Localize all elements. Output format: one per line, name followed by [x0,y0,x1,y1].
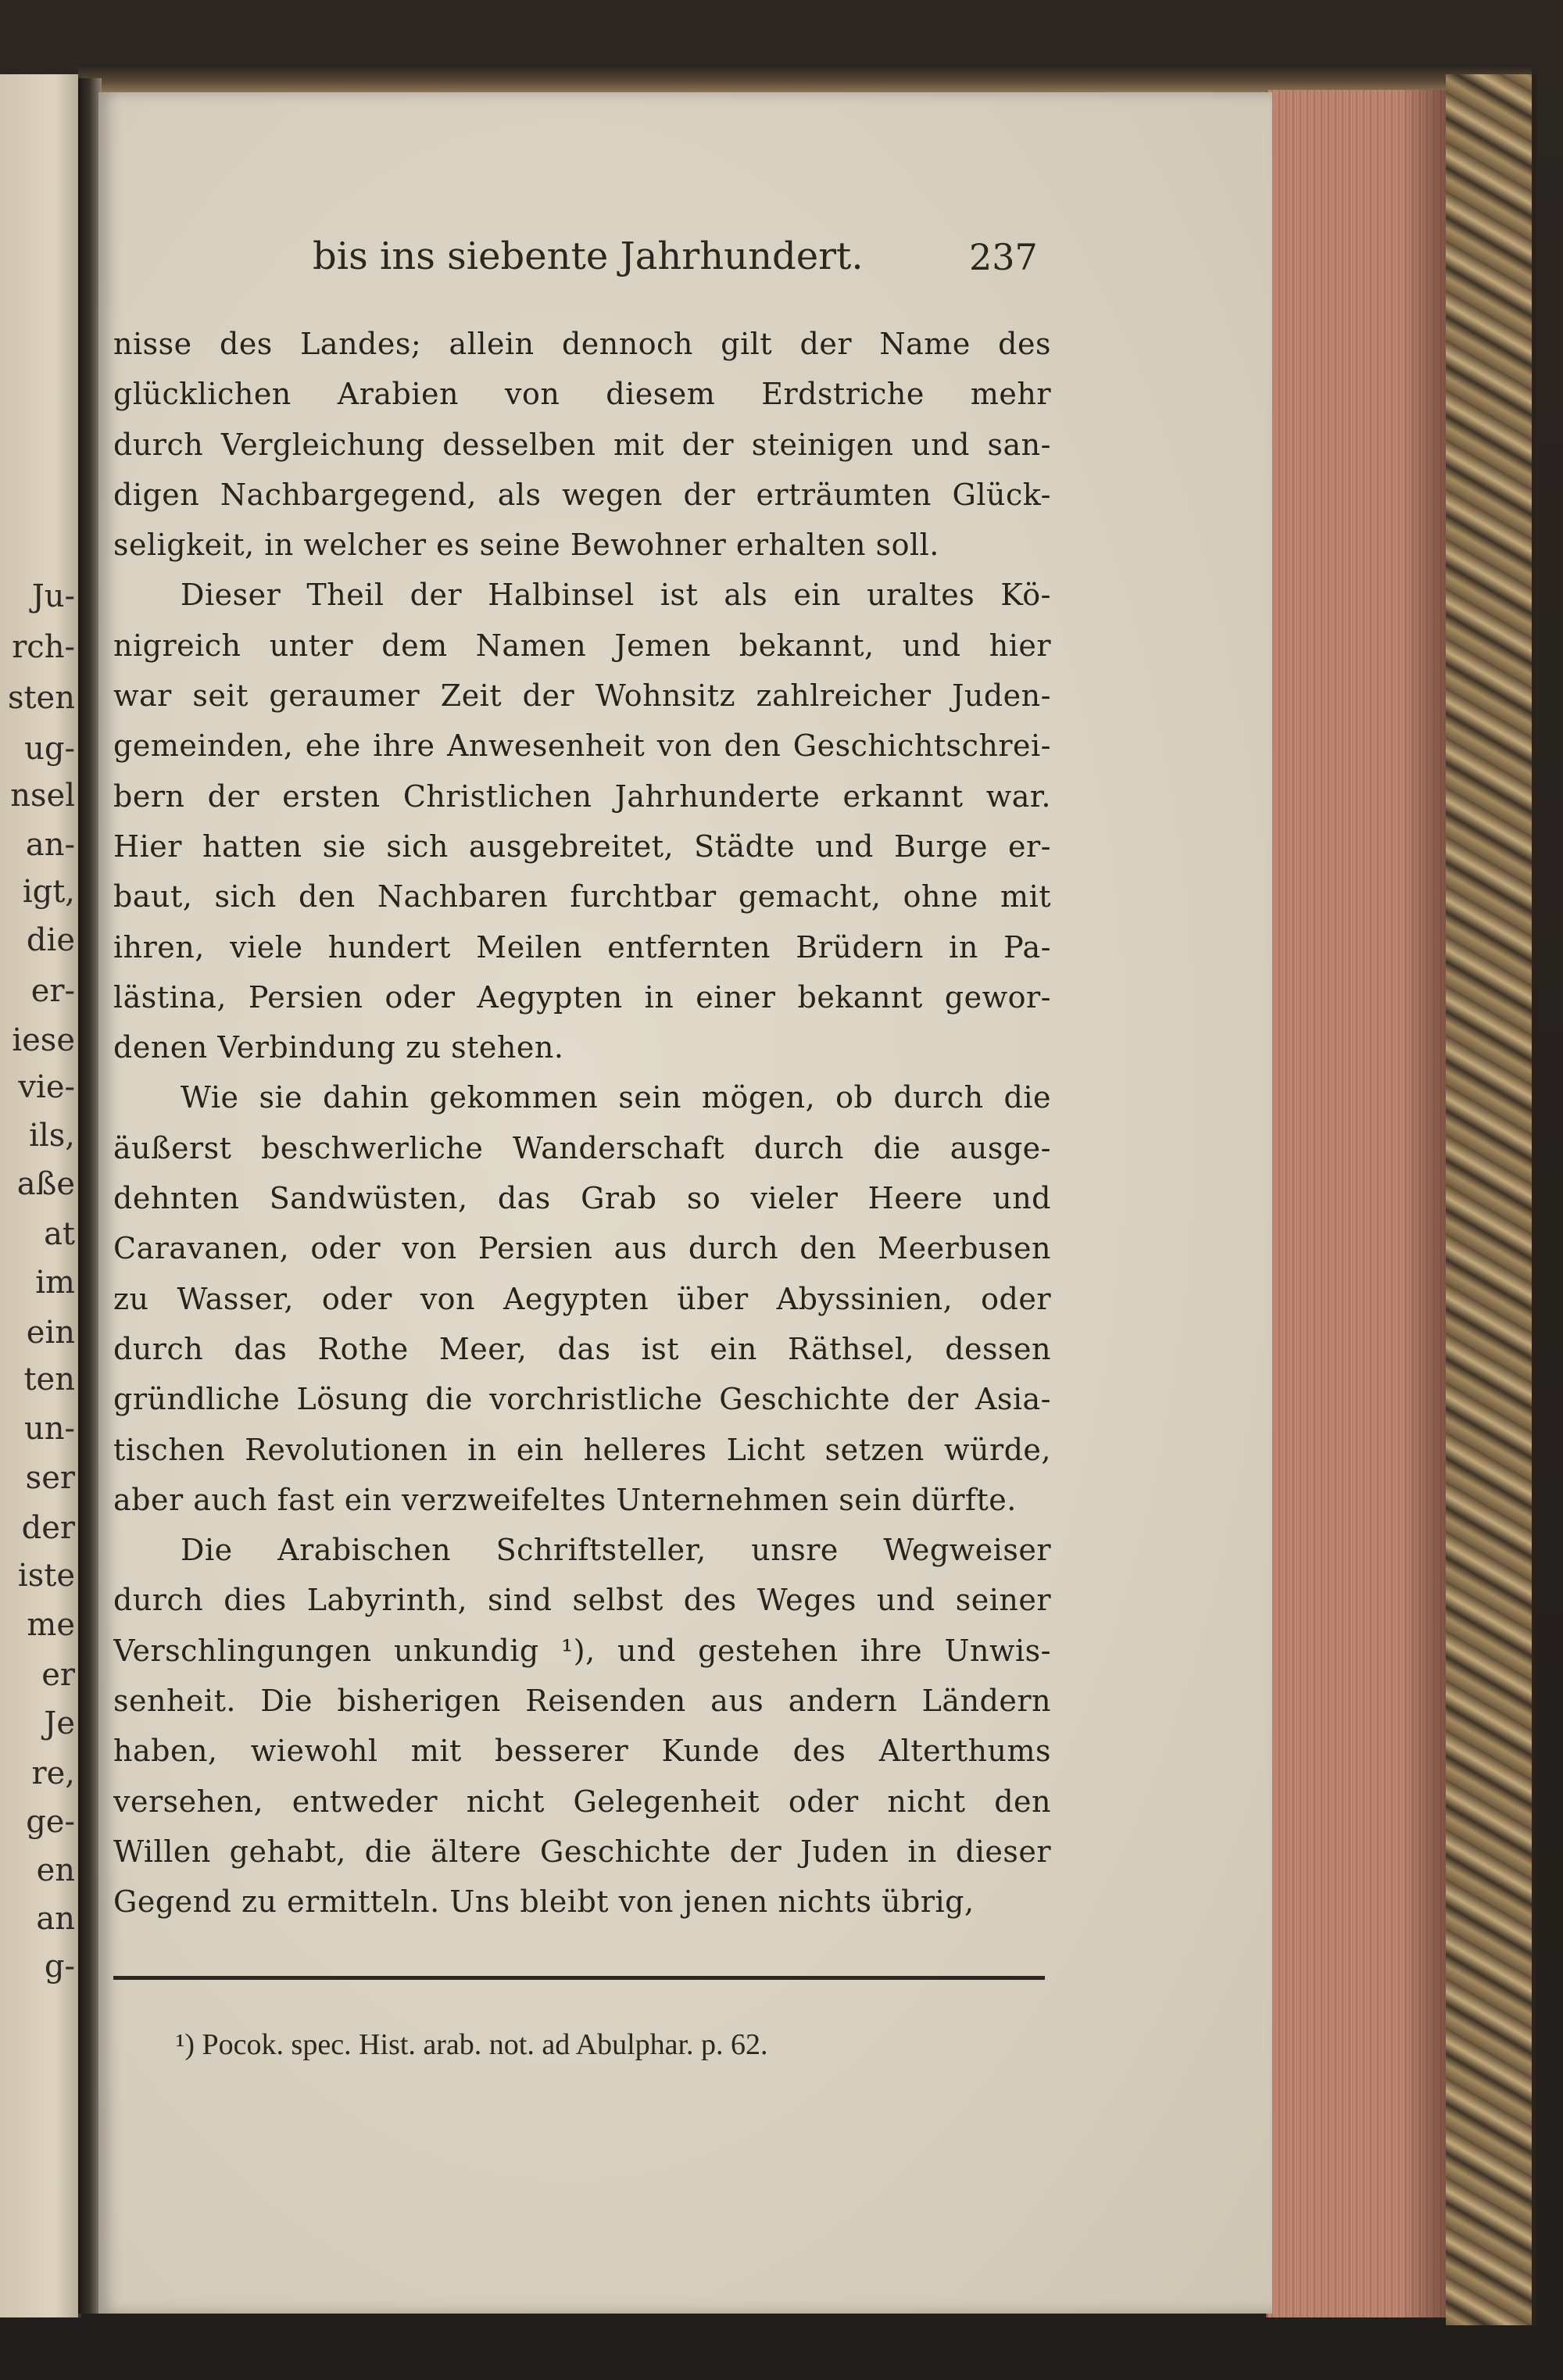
paragraph [113,319,1051,570]
text-line: Gegend zu ermitteln. Uns bleibt von jenen nichts übrig, [113,1884,975,1920]
page-number: 237 [969,236,1038,278]
paragraph [113,1072,1051,1525]
text-line: gründliche Lösung die vorchristliche Geschichte der Asia- [113,1382,1051,1417]
red-page-edges [1266,90,1447,2317]
text-line: tischen Revolutionen in ein helleres Licht setzen würde, [113,1432,1051,1467]
text-line: äußerst beschwerliche Wanderschaft durch die ausge- [113,1130,1051,1165]
text-line: aber auch fast ein verzweifeltes Unternehmen sein dürfte. [113,1482,1017,1517]
facing-page-edge [0,74,81,2317]
facing-page-fragment: un- [23,1411,75,1447]
text-line: gemeinden, ehe ihre Anwesenheit von den Geschichtschrei- [113,728,1051,764]
facing-page-fragment: ser [25,1460,75,1496]
facing-page-fragment: ils, [29,1118,75,1154]
text-line: durch dies Labyrinth, sind selbst des Weges und seiner [113,1583,1051,1618]
facing-page-fragment: iste [17,1558,75,1594]
text-line: war seit geraumer Zeit der Wohnsitz zahlreicher Juden- [113,678,1051,714]
facing-page-fragment: der [21,1510,75,1546]
facing-page-fragment: Je [44,1705,75,1741]
text-line: lästina, Persien oder Aegypten in einer bekannt gewor- [113,979,1051,1015]
text-line: Willen gehabt, die ältere Geschichte der Juden in dieser [113,1834,1051,1869]
facing-page-fragment: en [36,1852,75,1888]
facing-page-fragment: im [35,1265,75,1301]
facing-page-fragment: re, [31,1755,75,1791]
text-line: senheit. Die bisherigen Reisenden aus andern Ländern [113,1684,1051,1719]
text-line: denen Verbindung zu stehen. [113,1030,564,1065]
paragraph [113,1525,1051,1927]
top-binding-edge [78,66,1532,92]
text-line: dehnten Sandwüsten, das Grab so vieler Heere und [113,1181,1051,1216]
facing-page-fragment: ge- [26,1804,75,1840]
text-line: nisse des Landes; allein dennoch gilt der Name des [113,327,1051,361]
text-line: Dieser Theil der Halbinsel ist als ein uraltes Kö- [181,578,1051,613]
text-line: versehen, entweder nicht Gelegenheit oder nicht den [113,1784,1051,1819]
facing-page-fragment: ein [26,1315,75,1351]
facing-page-fragment: aße [16,1166,75,1202]
facing-page-fragment: g- [44,1949,75,1985]
text-line: Verschlingungen unkundig ¹), und gestehen ihre Unwis- [113,1633,1051,1668]
text-line: Die Arabischen Schriftsteller, unsre Wegweiser [181,1533,1051,1568]
facing-page-fragment: ug- [24,731,75,767]
marbled-cover [1446,74,1536,2325]
running-head: bis ins siebente Jahrhundert. [313,234,864,278]
text-line: durch Vergleichung desselben mit der steinigen und san- [113,427,1051,462]
text-line: seligkeit, in welcher es seine Bewohner erhalten soll. [113,528,939,563]
facing-page-fragment: vie- [18,1069,75,1105]
text-line: digen Nachbargegend, als wegen der erträumten Glück- [113,477,1051,512]
text-line: Hier hatten sie sich ausgebreitet, Städte und Burge er- [113,829,1051,864]
footnote-rule [113,1976,1045,1980]
paragraph [113,570,1051,1072]
facing-page-fragment: igt, [22,874,75,910]
text-line: durch das Rothe Meer, das ist ein Räthsel, dessen [113,1331,1051,1366]
facing-page-fragment: die [26,922,75,958]
facing-page-fragment: an [36,1901,75,1937]
body-text [113,319,1051,1927]
text-line: Caravanen, oder von Persien aus durch den Meerbusen [113,1231,1051,1266]
text-line: nigreich unter dem Namen Jemen bekannt, und hier [113,628,1051,663]
text-line: bern der ersten Christlichen Jahrhunderte erkannt war. [113,778,1051,814]
facing-page-fragment: an- [25,827,75,863]
text-line: glücklichen Arabien von diesem Erdstriche mehr [113,377,1051,412]
text-line: Wie sie dahin gekommen sein mögen, ob durch die [181,1080,1051,1115]
facing-page-fragment: er [41,1657,75,1693]
facing-page-fragment: rch- [12,629,75,665]
facing-page-fragment: Ju- [31,578,75,614]
text-line: haben, wiewohl mit besserer Kunde des Alterthums [113,1734,1051,1769]
text-line: zu Wasser, oder von Aegypten über Abyssinien, oder [113,1281,1051,1316]
facing-page-fragment: at [44,1216,75,1252]
facing-page-fragment: me [27,1607,75,1643]
facing-page-fragment: sten [7,680,75,716]
facing-page-fragment: iese [12,1022,75,1058]
text-line: baut, sich den Nachbaren furchtbar gemacht, ohne mit [113,879,1051,914]
facing-page-fragment: nsel [10,778,75,814]
footnote: ¹) Pocok. spec. Hist. arab. not. ad Abulphar. p. 62. [176,2028,768,2061]
facing-page-fragment: er- [30,973,75,1009]
facing-page-fragment: ten [23,1362,75,1398]
text-line: ihren, viele hundert Meilen entfernten Brüdern in Pa- [113,929,1051,965]
